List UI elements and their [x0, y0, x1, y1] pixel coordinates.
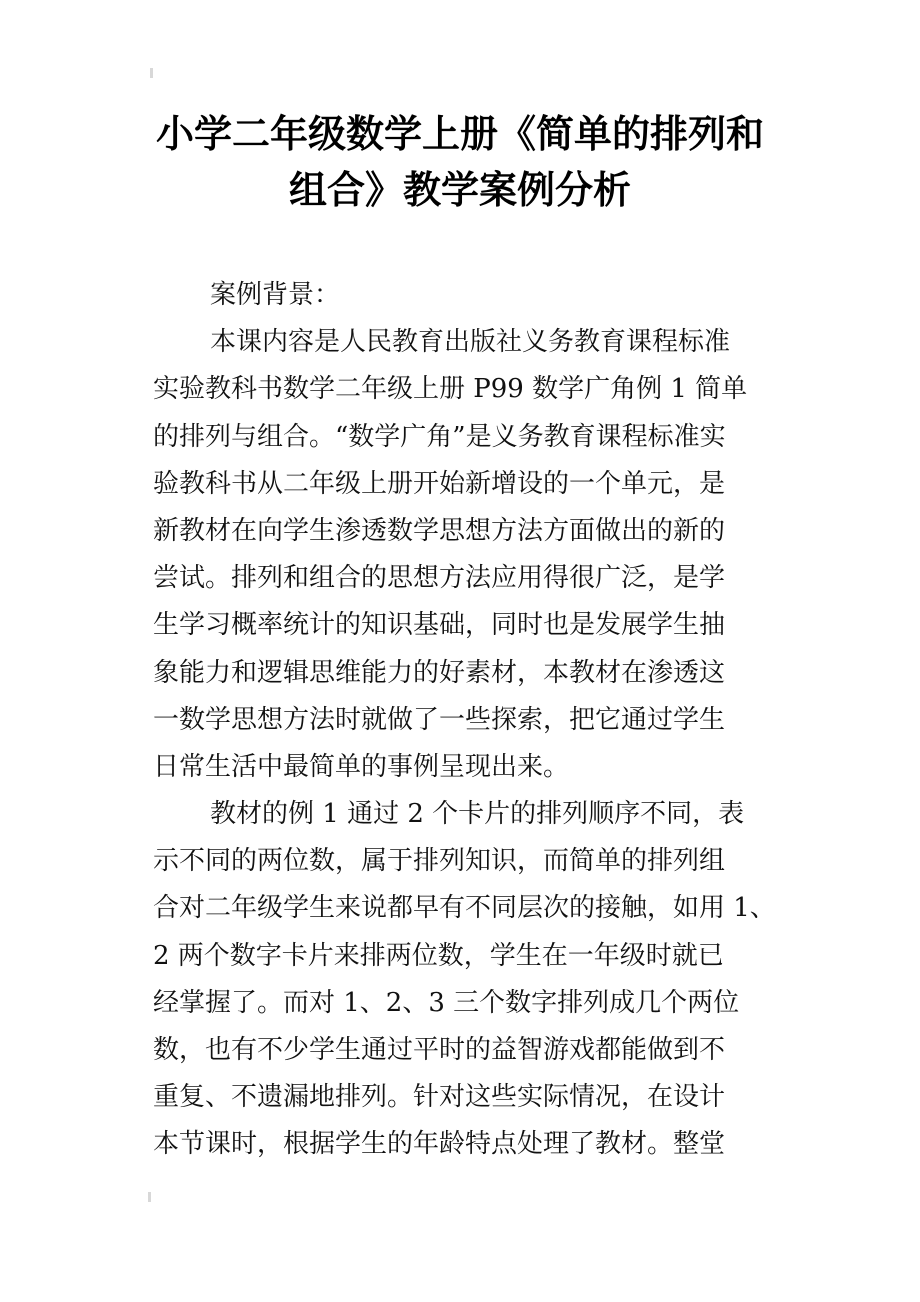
- paragraph-line: 2 两个数字卡片来排两位数，学生在一年级时就已: [153, 940, 724, 971]
- paragraph-line: 生学习概率统计的知识基础，同时也是发展学生抽: [153, 610, 726, 641]
- paragraph-line: 本节课时，根据学生的年龄特点处理了教材。整堂: [153, 1129, 726, 1160]
- scan-mark-bottom: [148, 1192, 151, 1202]
- paragraph-line: 本课内容是人民教育出版社义务教育课程标准: [210, 327, 731, 358]
- paragraph-line: 实验教科书数学二年级上册 P99 数学广角例 1 简单: [153, 374, 748, 405]
- scan-mark-top: [150, 68, 153, 78]
- paragraph-line: 一数学思想方法时就做了一些探索，把它通过学生: [153, 704, 726, 735]
- document-title: [150, 106, 770, 218]
- paragraph-2: [153, 791, 793, 1169]
- paragraph-line: 尝试。排列和组合的思想方法应用得很广泛，是学: [153, 563, 726, 594]
- document-body: [153, 272, 793, 1169]
- paragraph-line: 教材的例 1 通过 2 个卡片的排列顺序不同，表: [210, 799, 745, 830]
- title-line-1: 小学二年级数学上册《简单的排列和: [155, 112, 764, 156]
- paragraph-line: 象能力和逻辑思维能力的好素材，本教材在渗透这: [153, 657, 726, 688]
- paragraph-line: 示不同的两位数，属于排列知识，而简单的排列组: [153, 846, 726, 877]
- title-line-2: 组合》教学案例分析: [288, 168, 631, 212]
- paragraph-line: 数，也有不少学生通过平时的益智游戏都能做到不: [153, 1035, 726, 1065]
- paragraph-line: 合对二年级学生来说都早有不同层次的接触，如用 1、: [153, 893, 776, 924]
- paragraph-line: 重复、不遗漏地排列。针对这些实际情况，在设计: [153, 1082, 726, 1113]
- paragraph-line: 验教科书从二年级上册开始新增设的一个单元，是: [153, 468, 726, 499]
- paragraph-line: 新教材在向学生渗透数学思想方法方面做出的新的: [153, 515, 726, 546]
- paragraph-line: 日常生活中最简单的事例呈现出来。: [153, 751, 570, 782]
- paragraph-1: [153, 319, 793, 791]
- paragraph-line: 的排列与组合。“数学广角”是义务教育课程标准实: [153, 421, 726, 452]
- paragraph-line: 经掌握了。而对 1、2、3 三个数字排列成几个两位: [153, 987, 740, 1018]
- section-heading: 案例背景：: [210, 280, 341, 310]
